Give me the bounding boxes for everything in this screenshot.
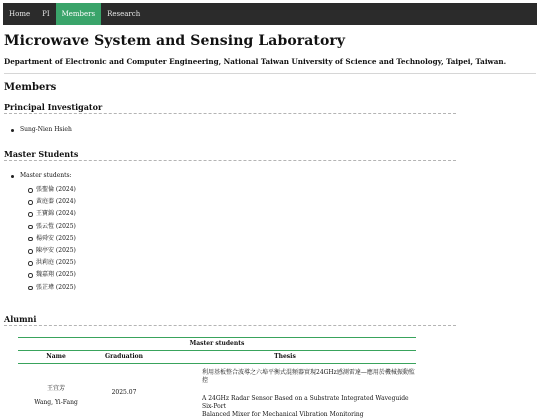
table-header-row [18,351,416,364]
master-students-list [11,172,76,294]
pi-list [11,126,72,134]
top-nav [3,3,537,25]
student-item: 張云愷 (2025) [28,221,76,233]
column-header-thesis: Thesis [154,351,416,364]
header-divider [4,73,536,74]
student-item: 魏嘉翔 (2025) [28,269,76,281]
alumni-thesis-cell [154,364,416,420]
master-students-label: Master students: [20,172,72,179]
page-title: Microwave System and Sensing Laboratory [4,33,345,49]
table-caption: Master students [18,338,416,351]
nav-home[interactable]: Home [3,3,36,25]
table-row [18,364,416,420]
student-item: 楊舜安 (2025) [28,233,76,245]
alumni-name-en: Wang, Yi-Fang [19,396,93,410]
master-students-sublist [20,184,76,294]
alumni-heading: Alumni [4,314,456,326]
thesis-title-zh: 利用基板整合波導之六埠平衡式混頻器實現24GHz感測雷達—應用於機械振動監控 [202,365,415,385]
nav-pi[interactable]: PI [36,3,55,25]
table-caption-row [18,338,416,351]
alumni-name-zh: 王宜芳 [19,382,93,396]
pi-heading: Principal Investigator [4,102,456,114]
student-item: 陳亭安 (2025) [28,245,76,257]
student-item: 洪莉庭 (2025) [28,257,76,269]
alumni-name-cell [18,364,94,420]
master-students-heading: Master Students [4,149,456,161]
column-header-graduation: Graduation [94,351,154,364]
student-item: 王寶錦 (2024) [28,208,76,220]
student-item: 張芷瑋 (2025) [28,282,76,294]
department-subtitle: Department of Electronic and Computer Engineering, National Taiwan University of Science and Technology, Taipei, Taiwan. [4,57,506,66]
master-students-item [11,172,76,294]
alumni-graduation: 2025.07 [94,364,154,420]
nav-research[interactable]: Research [101,3,146,25]
thesis-title-en-line1: A 24GHz Radar Sensor Based on a Substrate Integrated Waveguide Six-Port [202,395,415,411]
thesis-title-en-line2: Balanced Mixer for Mechanical Vibration Monitoring [202,411,415,419]
pi-name: Sung-Nien Hsieh [11,126,72,134]
student-item: 張聖倫 (2024) [28,184,76,196]
column-header-name: Name [18,351,94,364]
nav-members[interactable]: Members [56,3,102,25]
student-item: 黃庭蓁 (2024) [28,196,76,208]
members-heading: Members [4,82,56,93]
alumni-table [18,337,416,420]
